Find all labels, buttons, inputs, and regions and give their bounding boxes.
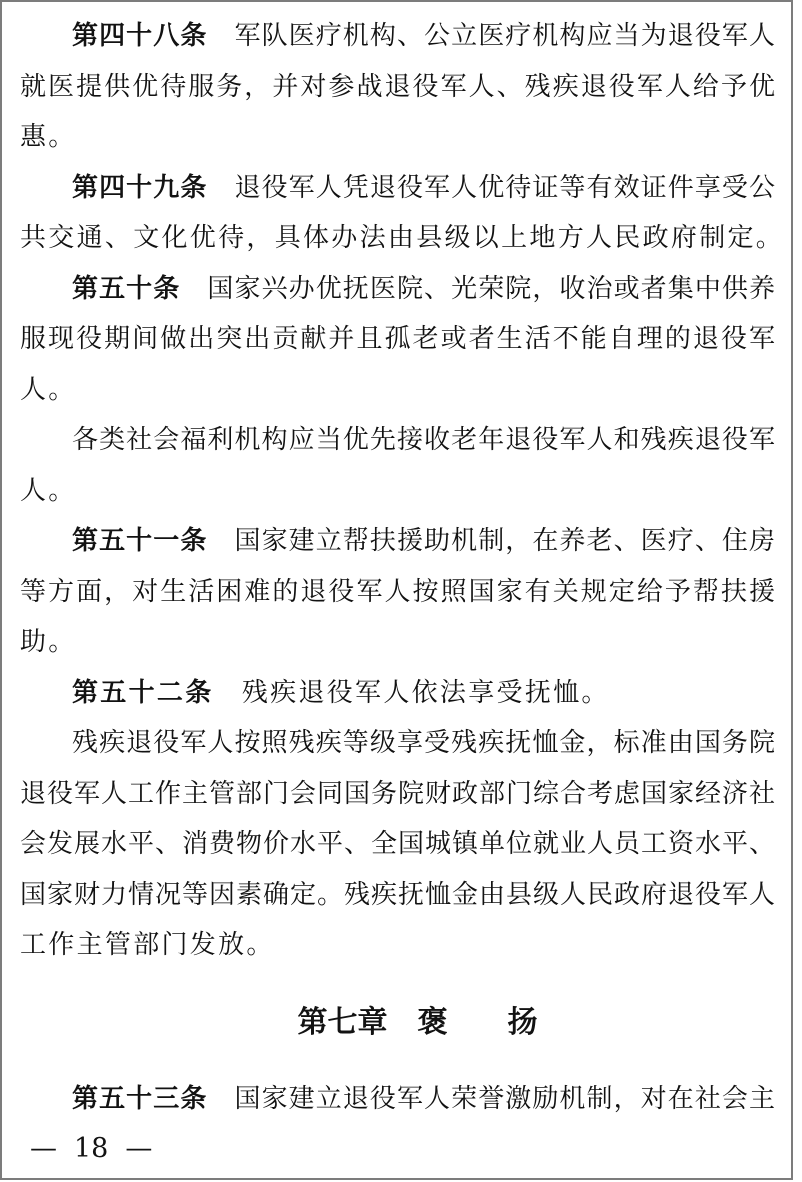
article-line: 惠。 (20, 122, 77, 152)
article-line: 国家财力情况等因素确定。残疾抚恤金由县级人民政府退役军人 (20, 879, 775, 910)
article-line: 残疾退役军人按照残疾等级享受残疾抚恤金，标准由国务院 (72, 728, 775, 758)
chapter-heading: 第七章 褒 扬 (297, 1004, 538, 1040)
article-line: 人。 (20, 475, 77, 506)
article-number: 第五十一条 (72, 526, 208, 556)
article-text: 国家建立帮扶援助机制，在养老、医疗、住房 (207, 526, 775, 556)
article-text: 残疾退役军人依法享受抚恤。 (213, 677, 610, 708)
article-text: 退役军人凭退役军人优待证等有效证件享受公 (207, 172, 775, 203)
article-line (20, 668, 775, 719)
article-line: 等方面，对生活困难的退役军人按照国家有关规定给予帮扶援 (20, 576, 775, 607)
article-line (20, 1074, 775, 1125)
page-number: 18 (74, 1133, 109, 1164)
article-number: 第五十条 (72, 273, 181, 304)
article-line (20, 264, 775, 315)
article-text: 国家兴办优抚医院、光荣院，收治或者集中供养 (180, 273, 775, 304)
article-line: 人。 (20, 374, 77, 405)
article-line: 会发展水平、消费物价水平、全国城镇单位就业人员工资水平、 (20, 829, 775, 859)
article-number: 第五十三条 (72, 1083, 208, 1114)
article-line (20, 11, 775, 62)
article-line: 助。 (20, 627, 77, 657)
article-line: 共交通、文化优待，具体办法由县级以上地方人民政府制定。 (20, 223, 785, 253)
article-text: 国家建立退役军人荣誉激励机制，对在社会主 (207, 1083, 775, 1114)
page-footer (30, 1124, 775, 1174)
article-number: 第四十八条 (72, 21, 208, 51)
footer-dash-right: — (125, 1133, 153, 1164)
article-line: 服现役期间做出突出贡献并且孤老或者生活不能自理的退役军 (20, 324, 775, 354)
article-number: 第四十九条 (72, 172, 208, 203)
article-line: 各类社会福利机构应当优先接收老年退役军人和残疾退役军 (72, 425, 775, 455)
footer-dash-left: — (30, 1133, 57, 1164)
article-line (20, 516, 775, 567)
article-line: 退役军人工作主管部门会同国务院财政部门综合考虑国家经济社 (20, 778, 775, 809)
article-text: 军队医疗机构、公立医疗机构应当为退役军人 (207, 21, 775, 51)
document-content (2, 2, 791, 1178)
article-line: 就医提供优待服务，并对参战退役军人、残疾退役军人给予优 (20, 71, 775, 102)
article-line (20, 163, 775, 214)
article-line: 工作主管部门发放。 (20, 930, 275, 960)
article-number: 第五十二条 (72, 677, 214, 708)
